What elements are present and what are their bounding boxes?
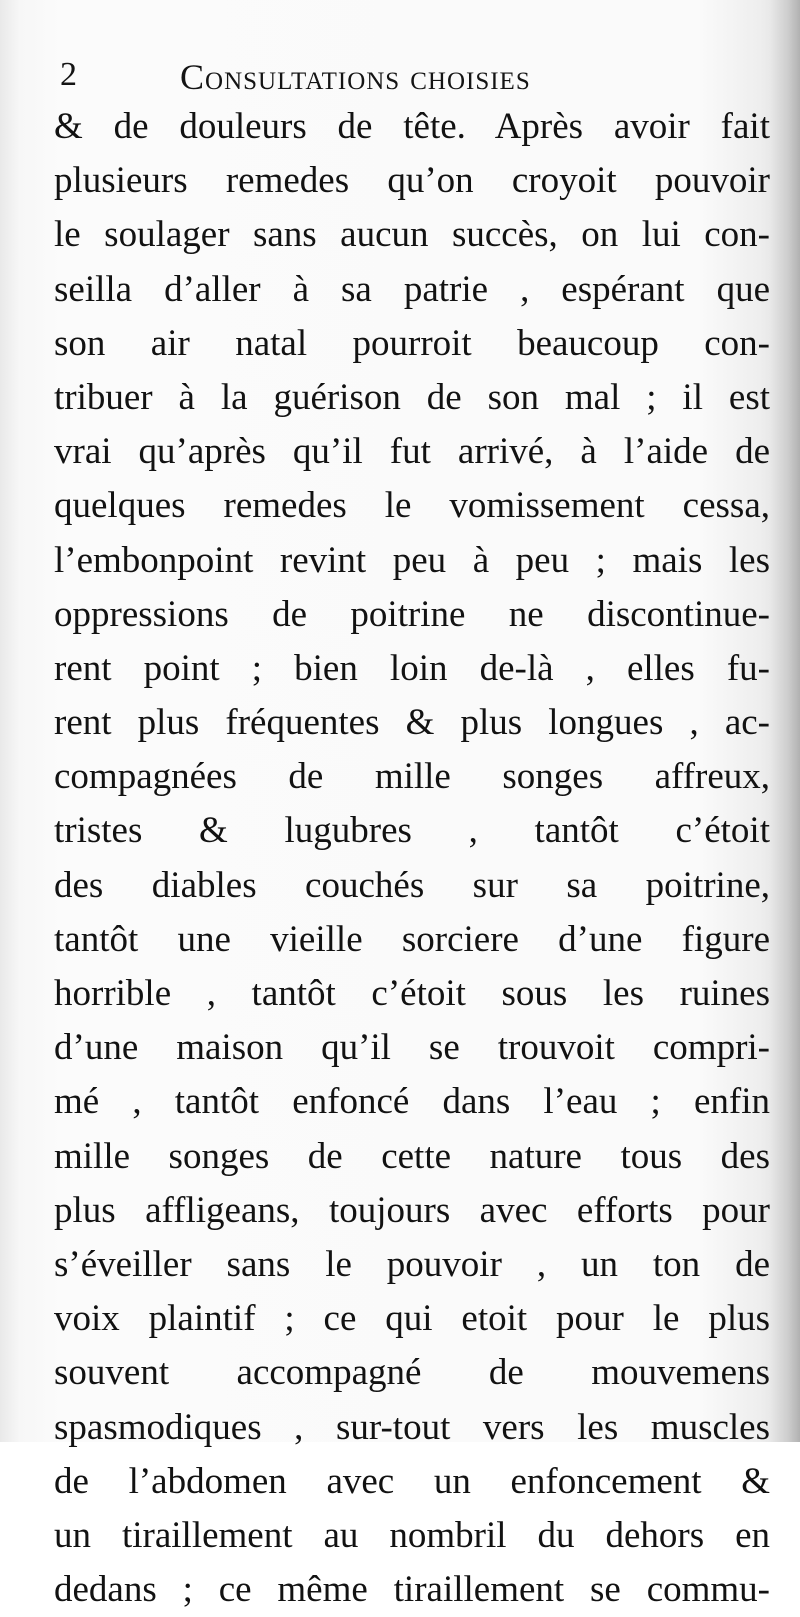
text-line: spasmodiques , sur-tout vers les muscles [54,1406,770,1448]
text-line: s’éveiller sans le pouvoir , un ton de [54,1243,770,1285]
text-line: d’une maison qu’il se trouvoit compri- [54,1027,770,1069]
body-text [54,100,770,1617]
text-line: l’embonpoint revint peu à peu ; mais les [54,539,770,581]
text-line: de l’abdomen avec un enfoncement & [54,1460,770,1502]
text-line: & de douleurs de tête. Après avoir fait [54,106,770,147]
text-line: vrai qu’après qu’il fut arrivé, à l’aide de [54,431,770,473]
text-line: des diables couchés sur sa poitrine, [54,864,770,906]
text-line: voix plaintif ; ce qui etoit pour le plus [54,1298,770,1340]
text-line: son air natal pourroit beaucoup con- [54,322,770,364]
running-head: Consultations choisies [180,57,531,97]
text-line: dedans ; ce même tiraillement se commu- [54,1569,770,1611]
text-line: mé , tantôt enfoncé dans l’eau ; enfin [54,1081,770,1123]
text-line: mille songes de cette nature tous des [54,1135,770,1177]
text-line: souvent accompagné de mouvemens [54,1352,770,1394]
text-line: seilla d’aller à sa patrie , espérant que [54,268,770,310]
page-number: 2 [60,56,77,93]
text-line: horrible , tantôt c’étoit sous les ruines [54,973,770,1014]
text-line: oppressions de poitrine ne discontinue- [54,593,770,635]
text-line: plus affligeans, toujours avec efforts pour [54,1189,770,1231]
page-header [60,52,760,98]
text-line: tantôt une vieille sorciere d’une figure [54,918,770,960]
text-line: plusieurs remedes qu’on croyoit pouvoir [54,160,770,202]
text-line: tristes & lugubres , tantôt c’étoit [54,810,770,852]
gutter-shadow [770,0,800,1442]
text-line: rent point ; bien loin de-là , elles fu- [54,647,770,689]
text-line: rent plus fréquentes & plus longues , ac- [54,702,770,744]
text-line: le soulager sans aucun succès, on lui con- [54,214,770,256]
text-line: quelques remedes le vomissement cessa, [54,485,770,527]
text-line: tribuer à la guérison de son mal ; il est [54,376,770,418]
text-line: un tiraillement au nombril du dehors en [54,1514,770,1556]
text-line: compagnées de mille songes affreux, [54,756,770,798]
